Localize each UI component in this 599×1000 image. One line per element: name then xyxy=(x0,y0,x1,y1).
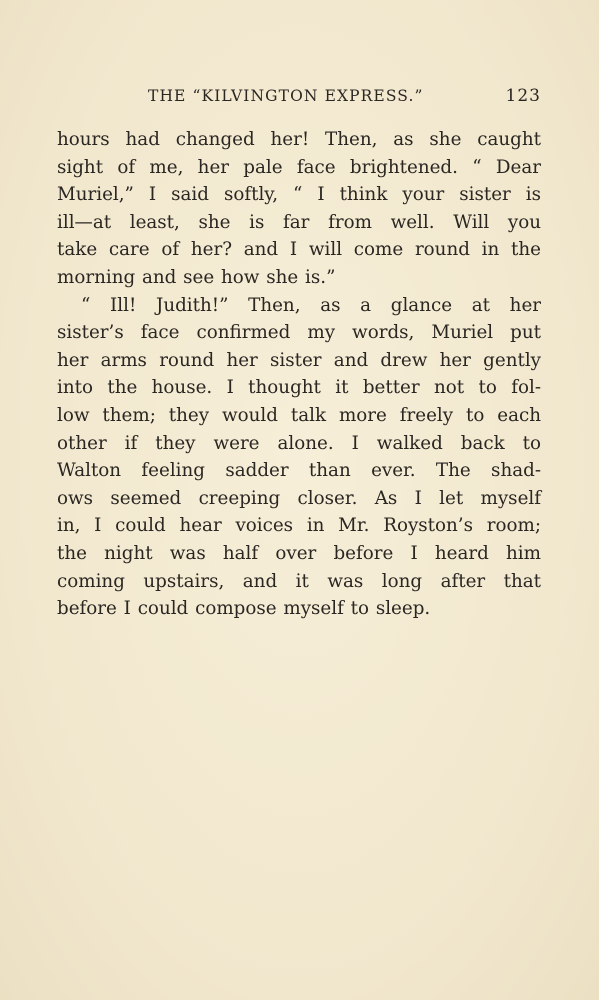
text-line: “ Ill! Judith!” Then, as a glance at her xyxy=(81,294,541,316)
text-line: in, I could hear voices in Mr. Royston’s room; xyxy=(57,515,541,537)
text-line: Walton feeling sadder than ever. The shad- xyxy=(57,460,541,482)
text-line: sight of me, her pale face brightened. “ Dear xyxy=(57,156,541,178)
text-line: take care of her? and I will come round in the xyxy=(57,239,541,261)
text-line: other if they were alone. I walked back to xyxy=(57,432,541,454)
text-line: morning and see how she is.” xyxy=(57,266,336,288)
text-line: sister’s face confirmed my words, Muriel put xyxy=(57,322,541,344)
text-line: coming upstairs, and it was long after that xyxy=(57,570,541,592)
paragraph-2 xyxy=(57,292,541,623)
body-text xyxy=(57,126,541,623)
text-line: before I could compose myself to sleep. xyxy=(57,598,431,620)
text-line: ows seemed creeping closer. As I let myself xyxy=(57,487,541,509)
text-line: into the house. I thought it better not to fol- xyxy=(57,377,541,399)
running-head xyxy=(148,84,545,108)
text-line: ill—at least, she is far from well. Will you xyxy=(57,211,541,233)
text-line: Muriel,” I said softly, “ I think your sister is xyxy=(57,184,541,206)
page-number: 123 xyxy=(505,86,541,106)
paragraph-1 xyxy=(57,126,541,292)
running-title: THE “KILVINGTON EXPRESS.” xyxy=(148,87,424,105)
text-line: her arms round her sister and drew her gently xyxy=(57,349,541,371)
text-line: low them; they would talk more freely to each xyxy=(57,404,541,426)
text-line: the night was half over before I heard him xyxy=(57,542,541,564)
text-line: hours had changed her! Then, as she caught xyxy=(57,129,541,150)
